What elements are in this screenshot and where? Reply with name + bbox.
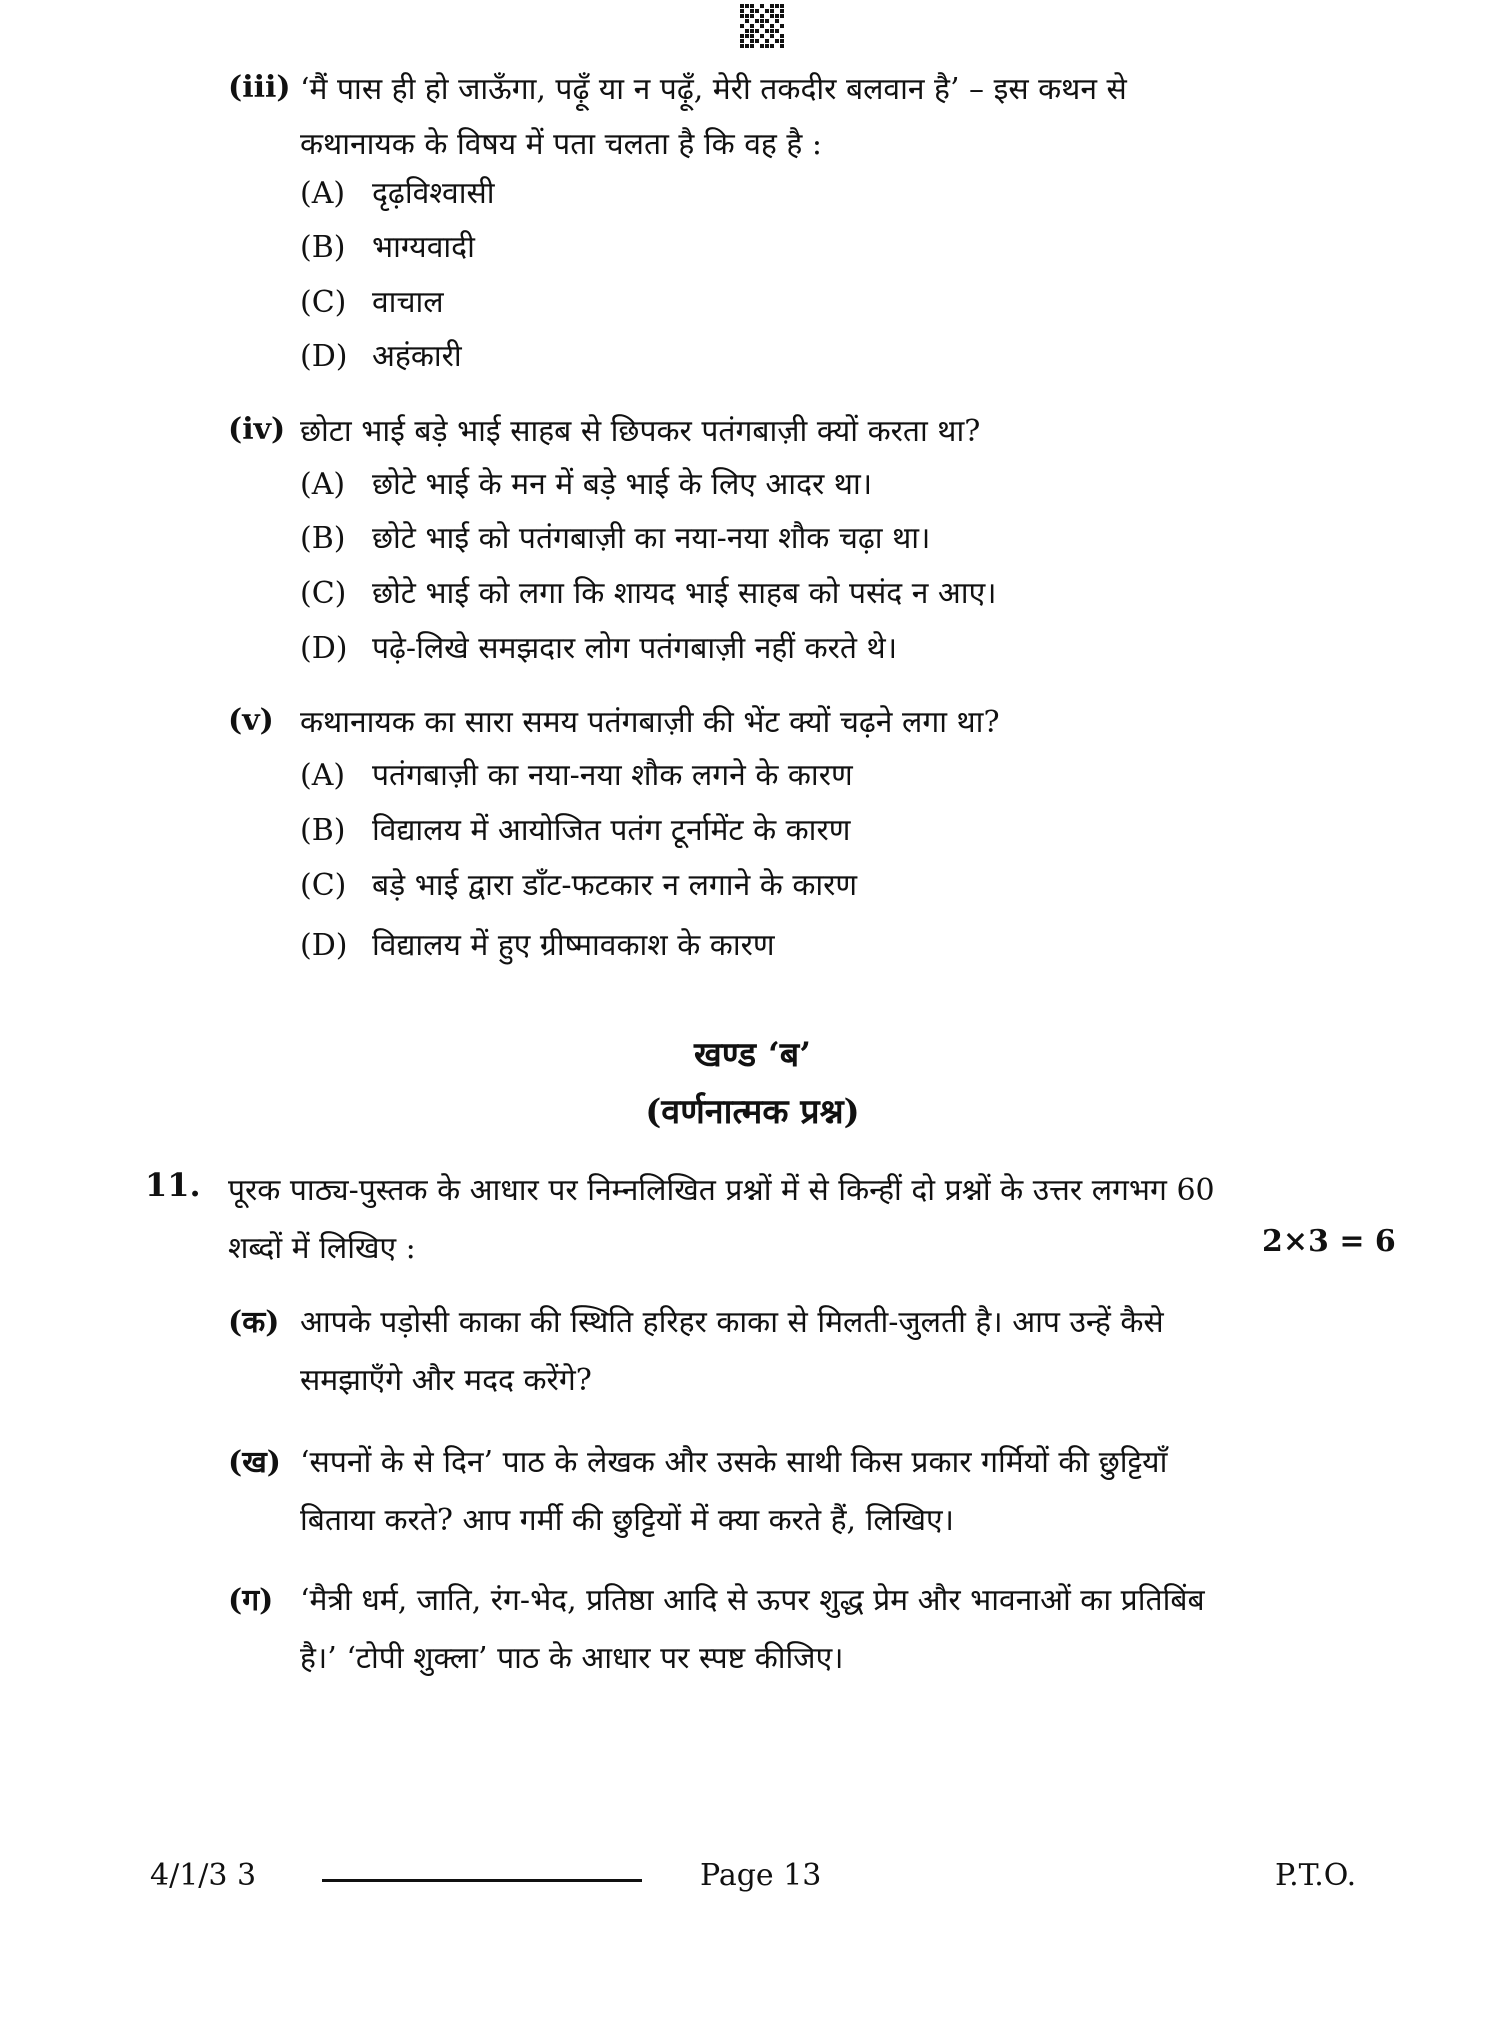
- option-label: (C): [300, 285, 347, 320]
- option-text: छोटे भाई को पतंगबाज़ी का नया-नया शौक चढ़ा था।: [372, 521, 931, 556]
- question-stem: छोटा भाई बड़े भाई साहब से छिपकर पतंगबाज़ी क्यों करता था?: [300, 414, 981, 449]
- option-text: भाग्यवादी: [372, 230, 475, 265]
- option-a: [300, 465, 872, 505]
- sub-question-label: (ग): [228, 1583, 274, 1618]
- option-label: (B): [300, 813, 346, 848]
- option-label: (C): [300, 576, 347, 611]
- section-subtitle: (वर्णनात्मक प्रश्न): [645, 1092, 860, 1132]
- section-title: खण्ड ‘ब’: [693, 1035, 812, 1075]
- page-number: Page 13: [700, 1858, 822, 1893]
- option-text: अहंकारी: [372, 339, 462, 374]
- option-text: छोटे भाई के मन में बड़े भाई के लिए आदर था।: [372, 467, 873, 502]
- option-b: [300, 519, 930, 559]
- marks: 2×3 = 6: [1262, 1224, 1396, 1259]
- question-stem: पूरक पाठ्य-पुस्तक के आधार पर निम्नलिखित प्रश्नों में से किन्हीं दो प्रश्नों के उत्तर लगभग 60 शब्दों में लिखिए :: [228, 1173, 1215, 1266]
- option-label: (A): [300, 467, 346, 502]
- option-label: (B): [300, 521, 346, 556]
- sub-question-text: ‘मैत्री धर्म, जाति, रंग-भेद, प्रतिष्ठा आदि से ऊपर शुद्ध प्रेम और भावनाओं का प्रतिबिंब है।’ ‘टोपी शुक्ला’ पाठ के आधार पर स्पष्ट कीजिए।: [300, 1583, 1205, 1676]
- option-d: [300, 926, 775, 966]
- option-d: [300, 629, 897, 669]
- question-stem: कथानायक का सारा समय पतंगबाज़ी की भेंट क्यों चढ़ने लगा था?: [300, 705, 1000, 740]
- option-text: पतंगबाज़ी का नया-नया शौक लगने के कारण: [372, 758, 853, 793]
- question-stem: ‘मैं पास ही हो जाऊँगा, पढ़ूँ या न पढ़ूँ, मेरी तकदीर बलवान है’ – इस कथन से कथानायक के विषय में पता चलता है कि वह है :: [300, 72, 1127, 162]
- paper-code: 4/1/3 3: [150, 1858, 257, 1893]
- option-b: [300, 811, 850, 851]
- option-label: (B): [300, 230, 346, 265]
- question-number: 11.: [145, 1166, 201, 1204]
- sub-question-text: ‘सपनों के से दिन’ पाठ के लेखक और उसके साथी किस प्रकार गर्मियों की छुट्टियाँ बिताया करते? आप गर्मी की छुट्टियों में क्या करते हैं, लिखिए।: [300, 1445, 1168, 1538]
- option-label: (C): [300, 868, 347, 903]
- sub-question-label: (ख): [228, 1445, 281, 1480]
- option-c: [300, 866, 857, 906]
- option-a: [300, 756, 853, 796]
- qr-code: [740, 4, 784, 48]
- question-number: (v): [228, 703, 274, 738]
- option-d: [300, 337, 462, 377]
- option-label: (D): [300, 339, 348, 374]
- option-text: पढ़े-लिखे समझदार लोग पतंगबाज़ी नहीं करते थे।: [372, 631, 898, 666]
- option-text: विद्यालय में हुए ग्रीष्मावकाश के कारण: [372, 928, 775, 963]
- footer-rule: [322, 1879, 642, 1882]
- option-text: विद्यालय में आयोजित पतंग टूर्नामेंट के कारण: [372, 813, 851, 848]
- question-number: (iv): [228, 412, 286, 447]
- option-text: वाचाल: [372, 285, 444, 320]
- sub-question-label: (क): [228, 1305, 280, 1340]
- option-text: छोटे भाई को लगा कि शायद भाई साहब को पसंद न आए।: [372, 576, 997, 611]
- option-text: दृढ़विश्वासी: [372, 176, 495, 211]
- option-label: (A): [300, 176, 346, 211]
- option-b: [300, 228, 475, 268]
- option-c: [300, 283, 444, 323]
- option-label: (A): [300, 758, 346, 793]
- option-label: (D): [300, 631, 348, 666]
- option-label: (D): [300, 928, 348, 963]
- option-c: [300, 574, 997, 614]
- option-text: बड़े भाई द्वारा डाँट-फटकार न लगाने के कारण: [372, 868, 858, 903]
- question-number: (iii): [228, 70, 291, 105]
- pto-label: P.T.O.: [1275, 1858, 1357, 1893]
- option-a: [300, 174, 495, 214]
- sub-question-text: आपके पड़ोसी काका की स्थिति हरिहर काका से मिलती-जुलती है। आप उन्हें कैसे समझाएँगे और मदद करेंगे?: [300, 1305, 1164, 1398]
